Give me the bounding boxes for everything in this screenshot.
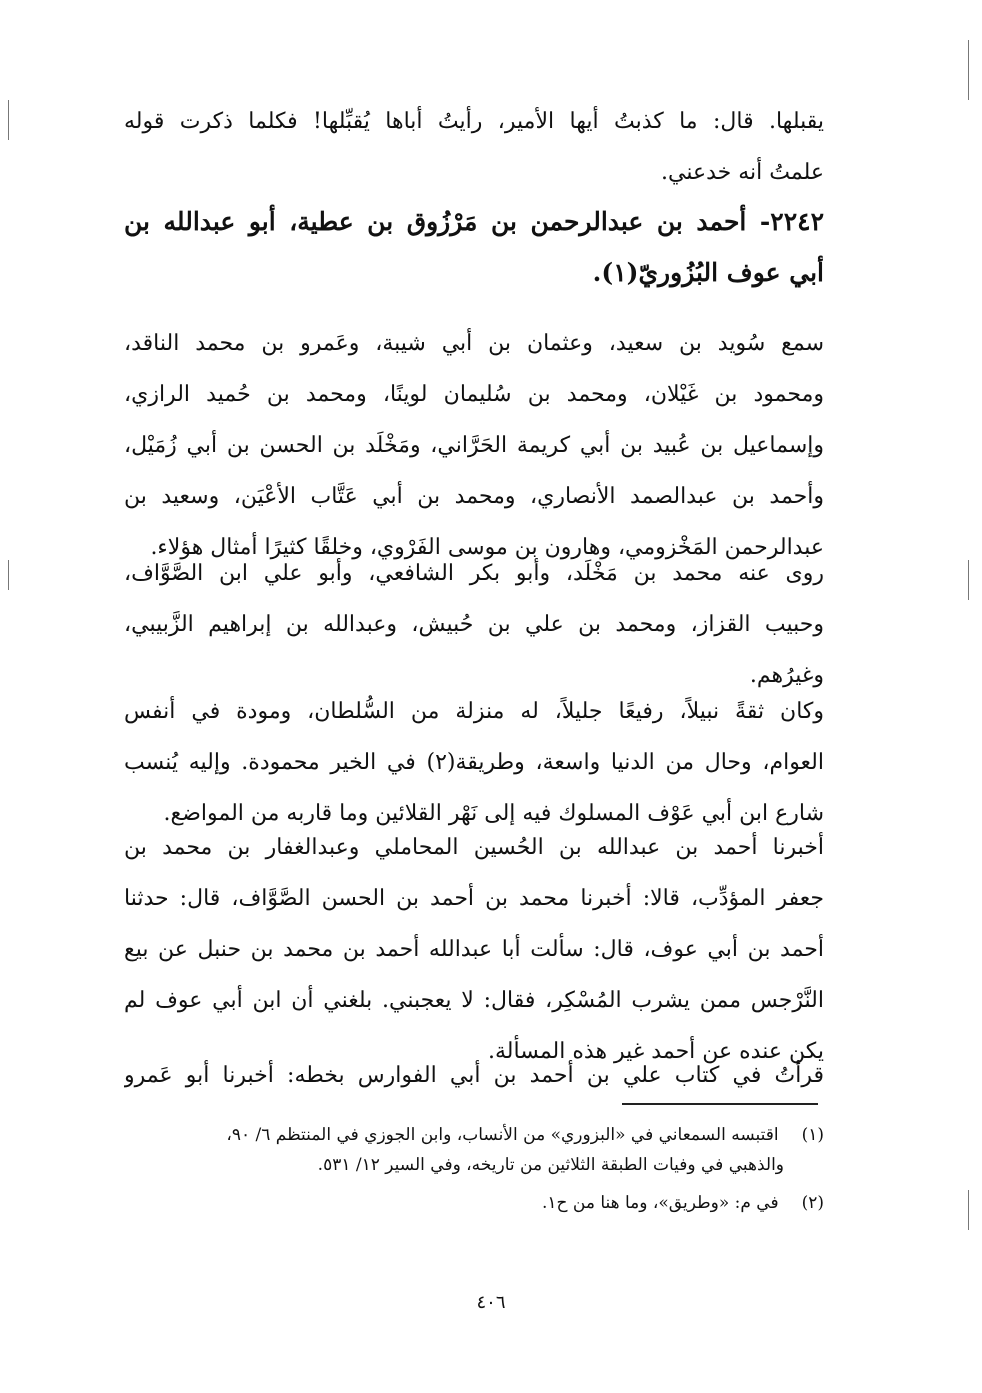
paragraph-reading <box>124 1050 824 1101</box>
text-line: وحبيب القزاز، ومحمد بن علي بن حُبيش، وعبدالله بن إبراهيم الزَّبيبي، <box>124 612 824 637</box>
scan-mark <box>968 40 969 100</box>
scan-mark <box>968 560 969 600</box>
text-line: عبدالرحمن المَخْزومي، وهارون بن موسى الفَرْوي، وخلقًا كثيرًا أمثال هؤلاء. <box>150 535 824 560</box>
text-line: العوام، وحال من الدنيا واسعة، وطريقة(٢) في الخير محمودة. وإليه يُنسب <box>124 750 824 775</box>
text-line: روى عنه محمد بن مَخْلَد، وأبو بكر الشافعي، وأبو علي ابن الصَّوَّاف، <box>124 561 824 586</box>
entry-heading <box>124 196 824 298</box>
text-line: يكن عنده عن أحمد غير هذه المسألة. <box>488 1039 824 1064</box>
scan-mark <box>8 560 9 590</box>
paragraph-students <box>124 548 824 701</box>
text-line: يقبلها. قال: ما كذبتُ أيها الأمير، رأيتُ أباها يُقبِّلها! فكلما ذكرت قوله <box>124 109 824 134</box>
scan-mark <box>8 100 9 140</box>
paragraph-character <box>124 686 824 839</box>
footnote-number: (٢) <box>801 1193 824 1213</box>
text-line: النَّرْجس ممن يشرب المُسْكِر، فقال: لا يعجبني. بلغني أن ابن أبي عوف لم <box>124 988 824 1013</box>
text-line: علمتُ أنه خدعني. <box>661 160 824 185</box>
text-line: سمع سُويد بن سعيد، وعثمان بن أبي شيبة، وعَمرو بن محمد الناقد، <box>124 331 824 356</box>
footnote-1 <box>124 1120 824 1180</box>
text-line: شارع ابن أبي عَوْف المسلوك فيه إلى نَهْر القلائين وما قاربه من المواضع. <box>163 801 824 826</box>
text-line: أخبرنا أحمد بن عبدالله بن الحُسين المحاملي وعبدالغفار بن محمد بن <box>124 835 824 860</box>
text-line: وإسماعيل بن عُبيد بن أبي كريمة الحَرَّاني، ومَخْلَد بن الحسن بن أبي زُمَيْل، <box>124 433 824 458</box>
footnote-text: اقتبسه السمعاني في «البزوري» من الأنساب، وابن الجوزي في المنتظم ٦/ ٩٠، <box>226 1125 779 1145</box>
scan-mark <box>968 1190 969 1230</box>
footnote-2 <box>124 1188 824 1218</box>
text-line: ومحمود بن غَيْلان، ومحمد بن سُليمان لوينًا، ومحمد بن حُميد الرازي، <box>124 382 824 407</box>
text-line: وكان ثقةً نبيلاً، رفيعًا جليلاً، له منزلة من السُّلطان، ومودة في أنفس <box>124 699 824 724</box>
text-line: جعفر المؤدِّب، قالا: أخبرنا محمد بن أحمد بن الحسن الصَّوَّاف، قال: حدثنا <box>124 886 824 911</box>
footnote-text: والذهبي في وفيات الطبقة الثلاثين من تاريخه، وفي السير ١٢/ ٥٣١. <box>317 1155 784 1175</box>
paragraph-teachers <box>124 318 824 573</box>
text-line: وغيرُهم. <box>749 663 824 688</box>
heading-line: ٢٢٤٢- أحمد بن عبدالرحمن بن مَرْزُوق بن عطية، أبو عبدالله بن <box>124 207 824 236</box>
paragraph-narration <box>124 822 824 1077</box>
text-line: قرأتُ في كتاب علي بن أحمد بن أبي الفوارس بخطه: أخبرنا أبو عَمرو <box>124 1063 824 1088</box>
footnote-text: في م: «وطريق»، وما هنا من ح١. <box>541 1193 779 1213</box>
opening-paragraph <box>124 96 824 198</box>
heading-line: أبي عوف البُزُوريّ(١). <box>592 258 824 287</box>
footnote-number: (١) <box>801 1125 824 1145</box>
footnote-separator <box>622 1103 818 1105</box>
footnotes <box>124 1120 824 1218</box>
text-line: وأحمد بن عبدالصمد الأنصاري، ومحمد بن أبي عَتَّاب الأعْيَن، وسعيد بن <box>124 484 824 509</box>
page-number: ٤٠٦ <box>476 1292 506 1313</box>
text-line: أحمد بن أبي عوف، قال: سألت أبا عبدالله أحمد بن محمد بن حنبل عن بيع <box>124 937 824 962</box>
